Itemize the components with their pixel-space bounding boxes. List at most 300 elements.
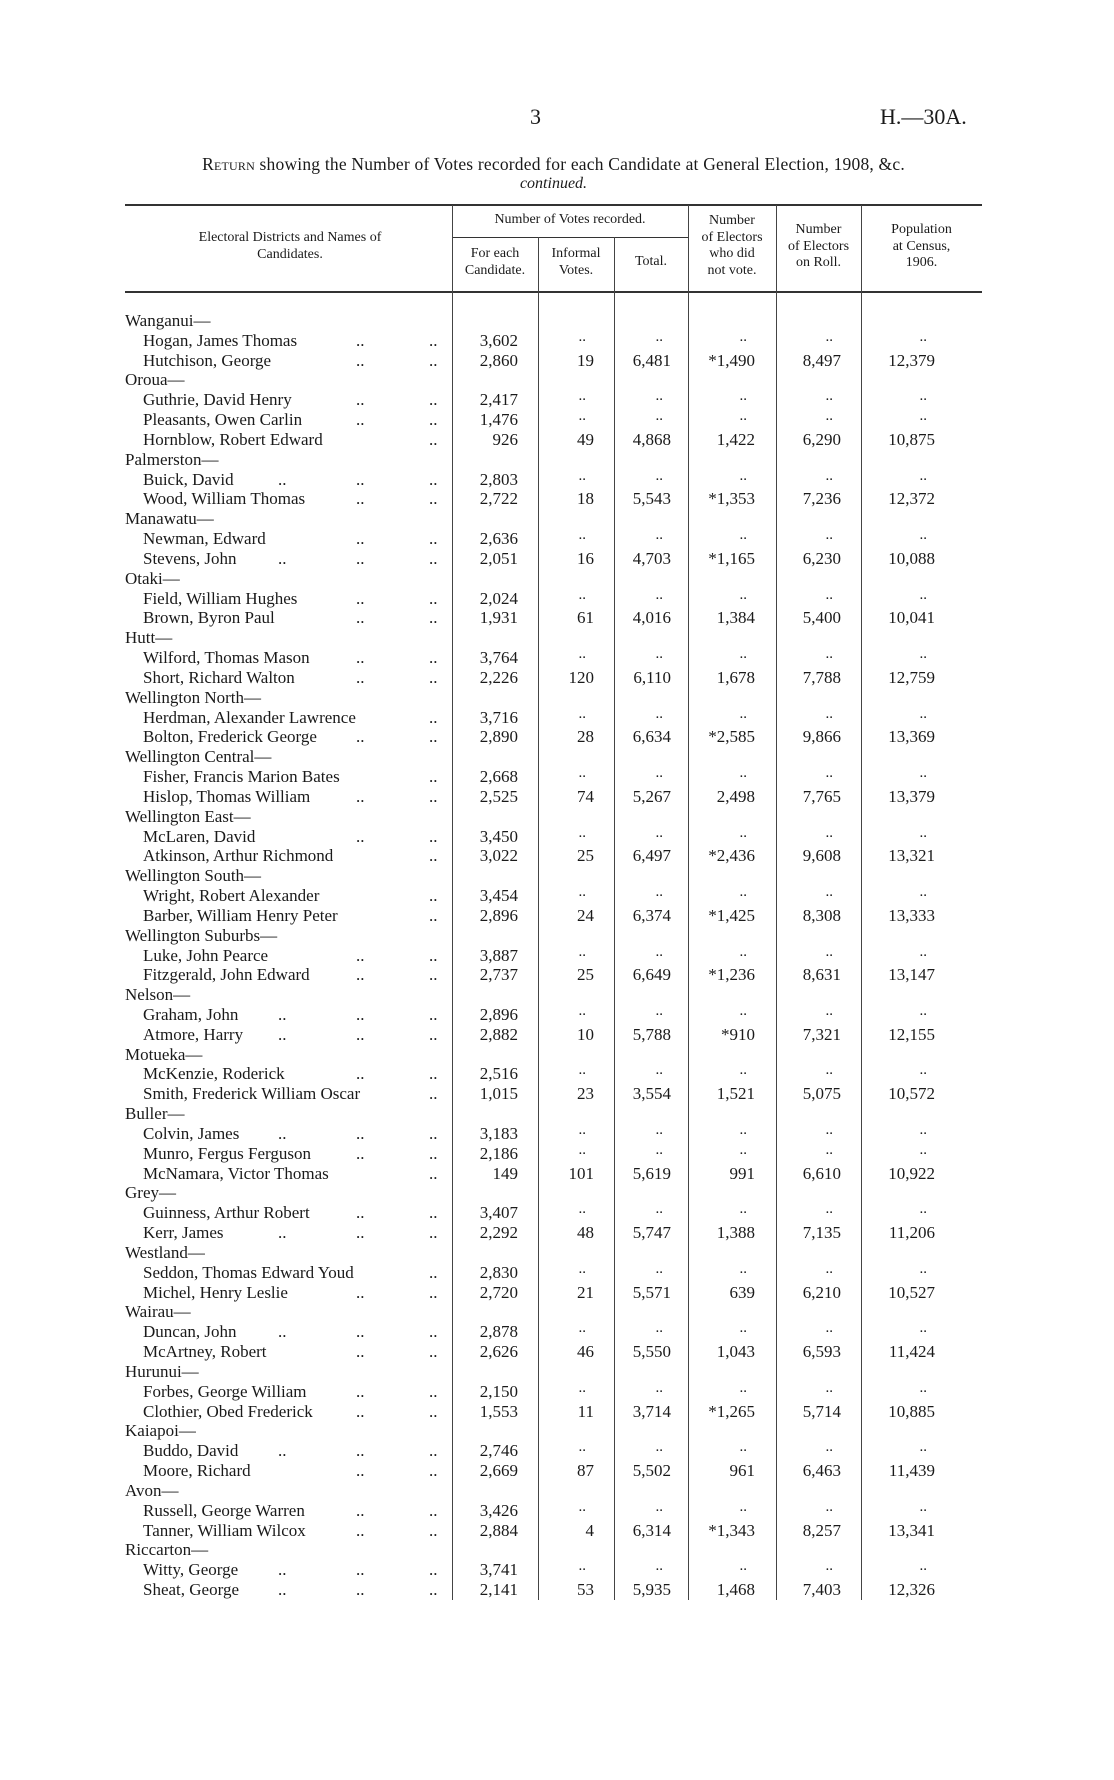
cell-placeholder: .. <box>655 1141 663 1158</box>
candidate-name: Kerr, James <box>143 1223 224 1243</box>
leader-dots: .. <box>429 1123 438 1143</box>
cell-placeholder: .. <box>739 1558 747 1575</box>
district-name: Hutt— <box>125 628 173 648</box>
candidate-name: Munro, Fergus Ferguson <box>143 1143 311 1163</box>
candidate-row <box>0 1283 1114 1303</box>
candidate-votes: 3,407 <box>479 1203 518 1223</box>
leader-dots: .. <box>278 548 287 568</box>
leader-dots: .. <box>356 469 365 489</box>
candidate-votes: 3,183 <box>479 1123 518 1143</box>
cell-did-not-vote: 1,678 <box>716 667 755 687</box>
cell-total: 5,747 <box>632 1223 671 1243</box>
candidate-row <box>0 1260 1114 1283</box>
cell-placeholder: .. <box>739 646 747 663</box>
candidate-name: McArtney, Robert <box>143 1342 267 1362</box>
candidate-name: Wright, Robert Alexander <box>143 886 320 906</box>
cell-population: 13,321 <box>888 846 935 866</box>
leader-dots: .. <box>356 1560 365 1580</box>
district-name: Wanganui— <box>125 311 211 330</box>
candidate-votes: 2,516 <box>479 1064 518 1084</box>
leader-dots: .. <box>429 1064 438 1084</box>
candidate-name: Wilford, Thomas Mason <box>143 648 310 668</box>
candidate-row <box>0 328 1114 351</box>
cell-did-not-vote: 1,388 <box>716 1223 755 1243</box>
cell-placeholder: .. <box>739 408 747 425</box>
cell-population: 12,326 <box>888 1580 935 1599</box>
cell-population: 11,439 <box>888 1461 935 1481</box>
cell-informal: 61 <box>577 608 594 628</box>
cell-informal: 18 <box>577 489 594 509</box>
cell-informal: 48 <box>577 1223 594 1243</box>
district-name: Wellington Central— <box>125 747 272 767</box>
district-row <box>0 450 1114 470</box>
district-name: Wellington East— <box>125 806 251 826</box>
cell-total: 6,634 <box>632 727 671 747</box>
cell-placeholder: .. <box>655 1379 663 1396</box>
candidate-row <box>0 1064 1114 1084</box>
cell-placeholder: .. <box>578 1498 586 1515</box>
header-population <box>861 222 982 272</box>
cell-on-roll: 6,230 <box>802 548 841 568</box>
leader-dots: .. <box>356 1282 365 1302</box>
cell-placeholder: .. <box>578 328 586 345</box>
header-line: Total. <box>634 254 668 269</box>
candidate-votes: 3,602 <box>479 330 518 350</box>
cell-placeholder: .. <box>825 467 833 484</box>
leader-dots: .. <box>356 1500 365 1520</box>
cell-did-not-vote: *1,165 <box>708 548 755 568</box>
cell-total: 5,788 <box>632 1024 671 1044</box>
cell-placeholder: .. <box>739 943 747 960</box>
cell-placeholder: .. <box>739 1379 747 1396</box>
leader-dots: .. <box>278 1580 287 1599</box>
leader-dots: .. <box>356 667 365 687</box>
cell-placeholder: .. <box>739 527 747 544</box>
leader-dots: .. <box>429 886 438 906</box>
cell-placeholder: .. <box>655 1201 663 1218</box>
candidate-votes: 2,226 <box>479 667 518 687</box>
candidate-name: Buddo, David <box>143 1441 239 1461</box>
district-name: Wellington South— <box>125 866 262 886</box>
leader-dots: .. <box>356 1461 365 1481</box>
district-name: Wellington North— <box>125 687 262 707</box>
cell-informal: 11 <box>577 1401 594 1421</box>
candidate-votes: 2,896 <box>479 905 518 925</box>
cell-on-roll: 7,403 <box>802 1580 841 1599</box>
candidate-name: Atkinson, Arthur Richmond <box>143 846 334 866</box>
cell-placeholder: .. <box>919 1379 927 1396</box>
leader-dots: .. <box>429 330 438 350</box>
header-line: Electoral Districts and Names of <box>198 230 382 245</box>
cell-placeholder: .. <box>739 388 747 405</box>
leader-dots: .. <box>429 529 438 549</box>
candidate-row <box>0 1121 1114 1144</box>
table-body <box>0 311 1114 1600</box>
cell-total: 5,267 <box>632 786 671 806</box>
cell-placeholder: .. <box>739 1141 747 1158</box>
leader-dots: .. <box>356 529 365 549</box>
candidate-votes: 2,737 <box>479 965 518 985</box>
cell-did-not-vote: *1,265 <box>708 1401 755 1421</box>
candidate-row <box>0 648 1114 668</box>
cell-placeholder: .. <box>825 1379 833 1396</box>
leader-dots: .. <box>356 390 365 410</box>
district-name: Oroua— <box>125 370 185 390</box>
leader-dots: .. <box>429 1024 438 1044</box>
candidate-votes: 2,884 <box>479 1520 518 1540</box>
cell-total: 4,016 <box>632 608 671 628</box>
candidate-row <box>0 351 1114 371</box>
cell-placeholder: .. <box>919 1141 927 1158</box>
cell-placeholder: .. <box>655 1320 663 1337</box>
leader-dots: .. <box>429 1203 438 1223</box>
candidate-votes: 3,716 <box>479 707 518 727</box>
cell-total: 5,619 <box>632 1163 671 1183</box>
candidate-name: Herdman, Alexander Lawrence <box>143 707 356 727</box>
leader-dots: .. <box>278 1441 287 1461</box>
candidate-votes: 1,553 <box>479 1401 518 1421</box>
cell-informal: 28 <box>577 727 594 747</box>
leader-dots: .. <box>429 1084 438 1104</box>
leader-dots: .. <box>356 1024 365 1044</box>
cell-placeholder: .. <box>919 388 927 405</box>
candidate-votes: 2,890 <box>479 727 518 747</box>
candidate-name: Michel, Henry Leslie <box>143 1282 288 1302</box>
leader-dots: .. <box>356 489 365 509</box>
leader-dots: .. <box>429 350 438 370</box>
title-return: Return <box>202 154 255 174</box>
leader-dots: .. <box>356 945 365 965</box>
candidate-name: McLaren, David <box>143 826 256 846</box>
district-name: Buller— <box>125 1104 185 1124</box>
district-name: Otaki— <box>125 568 180 588</box>
document-reference: H.—30A. <box>880 104 967 129</box>
cell-total: 4,868 <box>632 429 671 449</box>
votes-group-rule <box>452 237 688 238</box>
leader-dots: .. <box>429 429 438 449</box>
leader-dots: .. <box>429 648 438 668</box>
cell-did-not-vote: *1,490 <box>708 350 755 370</box>
leader-dots: .. <box>429 1143 438 1163</box>
leader-dots: .. <box>429 1441 438 1461</box>
cell-placeholder: .. <box>919 1121 927 1138</box>
cell-informal: 46 <box>577 1342 594 1362</box>
cell-on-roll: 7,788 <box>802 667 841 687</box>
candidate-row <box>0 886 1114 906</box>
cell-did-not-vote: 1,468 <box>716 1580 755 1599</box>
cell-population: 10,875 <box>888 429 935 449</box>
cell-total: 6,649 <box>632 965 671 985</box>
cell-placeholder: .. <box>825 646 833 663</box>
district-row <box>0 628 1114 648</box>
cell-on-roll: 8,631 <box>802 965 841 985</box>
cell-placeholder: .. <box>578 824 586 841</box>
candidate-row <box>0 1560 1114 1580</box>
cell-on-roll: 5,075 <box>802 1084 841 1104</box>
cell-placeholder: .. <box>825 1260 833 1277</box>
candidate-name: McNamara, Victor Thomas <box>143 1163 329 1183</box>
cell-total: 6,374 <box>632 905 671 925</box>
leader-dots: .. <box>429 1004 438 1024</box>
cell-placeholder: .. <box>919 646 927 663</box>
cell-placeholder: .. <box>578 943 586 960</box>
district-row <box>0 747 1114 767</box>
leader-dots: .. <box>356 410 365 430</box>
leader-dots: .. <box>429 965 438 985</box>
candidate-row <box>0 1402 1114 1422</box>
cell-placeholder: .. <box>825 1062 833 1079</box>
cell-placeholder: .. <box>655 1260 663 1277</box>
leader-dots: .. <box>356 965 365 985</box>
cell-placeholder: .. <box>919 1201 927 1218</box>
cell-total: 4,703 <box>632 548 671 568</box>
cell-placeholder: .. <box>739 824 747 841</box>
cell-placeholder: .. <box>825 1439 833 1456</box>
header-bottom-rule <box>125 291 982 293</box>
candidate-row <box>0 1084 1114 1104</box>
district-name: Motueka— <box>125 1044 203 1064</box>
cell-informal: 49 <box>577 429 594 449</box>
candidate-votes: 1,015 <box>479 1084 518 1104</box>
leader-dots: .. <box>429 489 438 509</box>
cell-placeholder: .. <box>739 467 747 484</box>
leader-dots: .. <box>356 1401 365 1421</box>
cell-placeholder: .. <box>739 1002 747 1019</box>
candidate-votes: 2,882 <box>479 1024 518 1044</box>
candidate-row <box>0 824 1114 847</box>
candidate-name: Buick, David <box>143 469 234 489</box>
leader-dots: .. <box>356 826 365 846</box>
cell-placeholder: .. <box>919 1260 927 1277</box>
cell-placeholder: .. <box>655 765 663 782</box>
cell-on-roll: 8,257 <box>802 1520 841 1540</box>
district-name: Hurunui— <box>125 1361 199 1381</box>
candidate-name: Atmore, Harry <box>143 1024 244 1044</box>
cell-informal: 19 <box>577 350 594 370</box>
cell-placeholder: .. <box>578 646 586 663</box>
candidate-row <box>0 906 1114 926</box>
cell-placeholder: .. <box>578 1558 586 1575</box>
district-row <box>0 1362 1114 1382</box>
district-name: Manawatu— <box>125 509 214 529</box>
cell-total: 6,481 <box>632 350 671 370</box>
cell-did-not-vote: 1,384 <box>716 608 755 628</box>
cell-on-roll: 9,866 <box>802 727 841 747</box>
header-on-roll <box>776 222 861 272</box>
cell-placeholder: .. <box>825 527 833 544</box>
candidate-name: Barber, William Henry Peter <box>143 905 338 925</box>
district-row <box>0 866 1114 886</box>
cell-placeholder: .. <box>825 1498 833 1515</box>
cell-population: 13,333 <box>888 905 935 925</box>
district-name: Westland— <box>125 1242 205 1262</box>
cell-placeholder: .. <box>919 328 927 345</box>
cell-placeholder: .. <box>919 527 927 544</box>
cell-informal: 74 <box>577 786 594 806</box>
leader-dots: .. <box>278 1004 287 1024</box>
cell-did-not-vote: *1,236 <box>708 965 755 985</box>
cell-on-roll: 7,765 <box>802 786 841 806</box>
cell-on-roll: 6,290 <box>802 429 841 449</box>
header-line: Votes. <box>558 262 594 278</box>
cell-placeholder: .. <box>919 408 927 425</box>
leader-dots: .. <box>278 1223 287 1243</box>
leader-dots: .. <box>429 826 438 846</box>
district-row <box>0 688 1114 708</box>
cell-placeholder: .. <box>655 586 663 603</box>
header-total <box>614 254 688 271</box>
leader-dots: .. <box>429 1381 438 1401</box>
candidate-votes: 2,803 <box>479 469 518 489</box>
cell-total: 5,571 <box>632 1282 671 1302</box>
cell-placeholder: .. <box>578 1260 586 1277</box>
leader-dots: .. <box>429 1580 438 1599</box>
cell-informal: 10 <box>577 1024 594 1044</box>
cell-population: 10,572 <box>888 1084 935 1104</box>
cell-placeholder: .. <box>825 884 833 901</box>
cell-did-not-vote: *1,425 <box>708 905 755 925</box>
district-row <box>0 370 1114 390</box>
candidate-name: Colvin, James <box>143 1123 240 1143</box>
district-row <box>0 1045 1114 1065</box>
candidate-name: Wood, William Thomas <box>143 489 306 509</box>
district-name: Palmerston— <box>125 449 219 469</box>
cell-placeholder: .. <box>739 1062 747 1079</box>
candidate-row <box>0 390 1114 410</box>
candidate-row <box>0 1223 1114 1243</box>
district-row <box>0 1183 1114 1203</box>
candidate-votes: 2,860 <box>479 350 518 370</box>
candidate-row <box>0 549 1114 569</box>
leader-dots: .. <box>356 1123 365 1143</box>
leader-dots: .. <box>278 469 287 489</box>
candidate-row <box>0 608 1114 628</box>
candidate-votes: 3,022 <box>479 846 518 866</box>
cell-population: 13,147 <box>888 965 935 985</box>
leader-dots: .. <box>429 1163 438 1183</box>
candidate-votes: 2,417 <box>479 390 518 410</box>
district-row <box>0 311 1114 331</box>
cell-placeholder: .. <box>739 705 747 722</box>
leader-dots: .. <box>356 1143 365 1163</box>
cell-informal: 120 <box>568 667 594 687</box>
cell-placeholder: .. <box>919 1558 927 1575</box>
candidate-votes: 2,896 <box>479 1004 518 1024</box>
cell-informal: 4 <box>585 1520 594 1540</box>
candidate-votes: 1,931 <box>479 608 518 628</box>
cell-placeholder: .. <box>655 1439 663 1456</box>
leader-dots: .. <box>356 608 365 628</box>
cell-on-roll: 7,236 <box>802 489 841 509</box>
cell-did-not-vote: 1,521 <box>716 1084 755 1104</box>
leader-dots: .. <box>356 727 365 747</box>
leader-dots: .. <box>429 410 438 430</box>
leader-dots: .. <box>429 786 438 806</box>
candidate-votes: 2,186 <box>479 1143 518 1163</box>
candidate-row <box>0 410 1114 430</box>
candidate-row <box>0 1461 1114 1481</box>
header-line: For each <box>470 246 520 261</box>
leader-dots: .. <box>356 1322 365 1342</box>
cell-placeholder: .. <box>655 328 663 345</box>
title-text: showing the Number of Votes recorded for each Candidate at General Election, 1908, &c. <box>254 154 905 174</box>
district-name: Avon— <box>125 1480 179 1500</box>
cell-placeholder: .. <box>578 884 586 901</box>
cell-placeholder: .. <box>655 408 663 425</box>
candidate-name: Guinness, Arthur Robert <box>143 1203 310 1223</box>
leader-dots: .. <box>278 1322 287 1342</box>
cell-placeholder: .. <box>919 824 927 841</box>
leader-dots: .. <box>429 1282 438 1302</box>
cell-did-not-vote: *1,343 <box>708 1520 755 1540</box>
cell-population: 10,885 <box>888 1401 935 1421</box>
cell-placeholder: .. <box>655 527 663 544</box>
candidate-name: Guthrie, David Henry <box>143 390 292 410</box>
candidate-votes: 2,292 <box>479 1223 518 1243</box>
candidate-votes: 2,668 <box>479 767 518 787</box>
header-informal <box>538 246 614 279</box>
cell-did-not-vote: *2,436 <box>708 846 755 866</box>
cell-placeholder: .. <box>578 1439 586 1456</box>
leader-dots: .. <box>356 1441 365 1461</box>
leader-dots: .. <box>278 1024 287 1044</box>
cell-placeholder: .. <box>825 765 833 782</box>
cell-population: 13,379 <box>888 786 935 806</box>
candidate-votes: 3,887 <box>479 945 518 965</box>
cell-placeholder: .. <box>655 1002 663 1019</box>
candidate-row <box>0 705 1114 728</box>
leader-dots: .. <box>356 1342 365 1362</box>
leader-dots: .. <box>356 588 365 608</box>
cell-placeholder: .. <box>578 527 586 544</box>
candidate-row <box>0 1141 1114 1164</box>
cell-placeholder: .. <box>578 1121 586 1138</box>
cell-total: 6,314 <box>632 1520 671 1540</box>
cell-population: 10,088 <box>888 548 935 568</box>
cell-total: 3,554 <box>632 1084 671 1104</box>
cell-population: 10,922 <box>888 1163 935 1183</box>
candidate-row <box>0 943 1114 966</box>
cell-population: 12,759 <box>888 667 935 687</box>
candidate-name: Seddon, Thomas Edward Youd <box>143 1262 354 1282</box>
header-line: Candidate. <box>464 262 526 278</box>
district-row <box>0 509 1114 529</box>
candidate-votes: 2,830 <box>479 1262 518 1282</box>
cell-placeholder: .. <box>578 1141 586 1158</box>
cell-placeholder: .. <box>578 1062 586 1079</box>
district-row <box>0 1481 1114 1501</box>
cell-placeholder: .. <box>739 1439 747 1456</box>
cell-on-roll: 8,497 <box>802 350 841 370</box>
header-line: at Census, <box>892 238 951 254</box>
cell-on-roll: 6,210 <box>802 1282 841 1302</box>
leader-dots: .. <box>429 1500 438 1520</box>
leader-dots: .. <box>356 330 365 350</box>
cell-placeholder: .. <box>825 1141 833 1158</box>
leader-dots: .. <box>278 1123 287 1143</box>
candidate-row <box>0 1203 1114 1223</box>
district-name: Nelson— <box>125 985 191 1005</box>
candidate-votes: 2,669 <box>479 1461 518 1481</box>
leader-dots: .. <box>429 707 438 727</box>
candidate-row <box>0 430 1114 450</box>
candidate-votes: 149 <box>492 1163 518 1183</box>
district-row <box>0 926 1114 946</box>
cell-informal: 25 <box>577 965 594 985</box>
cell-placeholder: .. <box>919 884 927 901</box>
candidate-row <box>0 529 1114 549</box>
leader-dots: .. <box>429 548 438 568</box>
